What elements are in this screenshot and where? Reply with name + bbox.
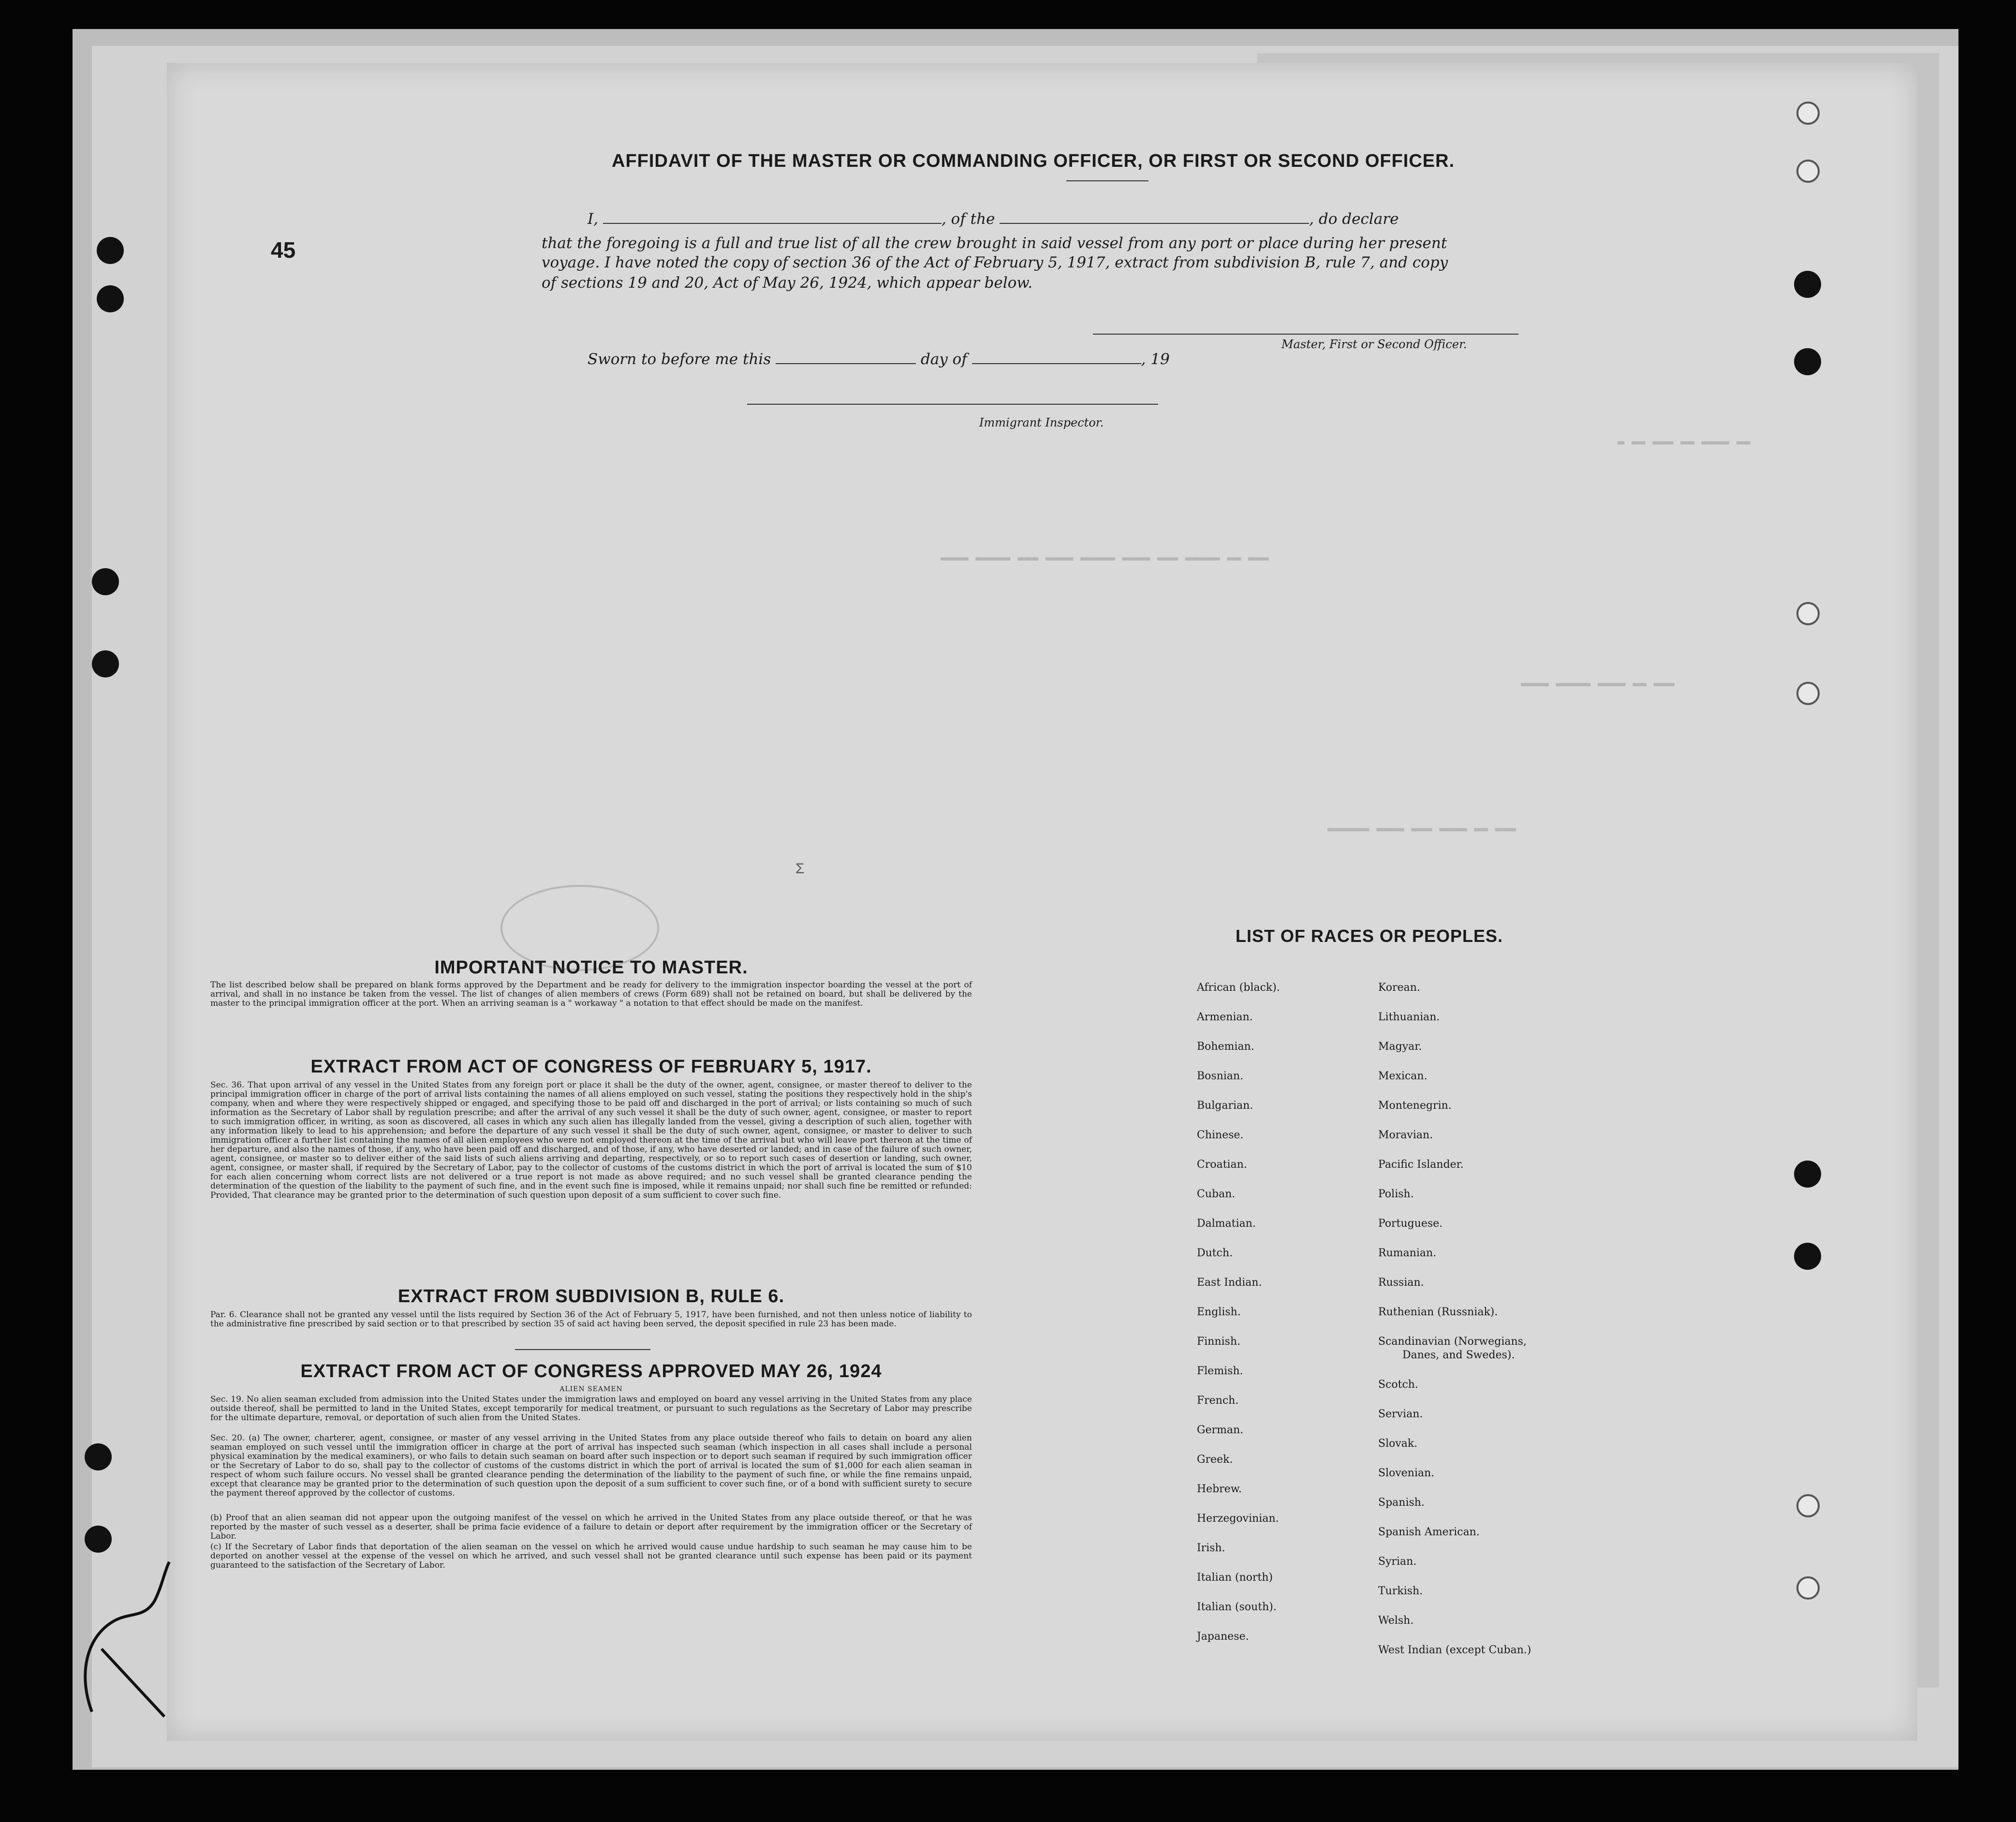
sworn-day-field[interactable]	[776, 351, 916, 364]
race-item: Spanish.	[1378, 1497, 1425, 1509]
race-item: Montenegrin.	[1378, 1100, 1452, 1112]
race-item: Irish.	[1197, 1542, 1225, 1554]
race-item: Magyar.	[1378, 1041, 1422, 1053]
race-item: Flemish.	[1197, 1365, 1243, 1377]
punch-hole	[92, 568, 119, 595]
race-item: German.	[1197, 1424, 1244, 1436]
punch-hole	[1796, 602, 1820, 625]
sworn-month-field[interactable]	[972, 351, 1141, 364]
race-item: Slovak.	[1378, 1438, 1418, 1450]
notice-title: IMPORTANT NOTICE TO MASTER.	[434, 957, 748, 978]
margin-mark: 45	[271, 237, 296, 263]
punch-hole	[97, 285, 124, 312]
race-item: Scotch.	[1378, 1379, 1418, 1391]
race-item: Slovenian.	[1378, 1467, 1435, 1479]
race-item: East Indian.	[1197, 1277, 1262, 1289]
race-item: Hebrew.	[1197, 1483, 1242, 1495]
affidavit-line-3: voyage. I have noted the copy of section 36 of the Act of February 5, 1917, extract from subdivision B, rule 7, and copy	[542, 254, 1448, 271]
extract-1924-sec20a: Sec. 20. (a) The owner, charterer, agent, consignee, or master of any vessel arriving in the United States from any place outside thereof who fails to detain on board any alien seaman employed on such vessel until the immigration officer in charge at the port of arrival has inspected such seaman (which inspection in all cases shall include a personal physical examination by the medical examiners), or who fails to detain such seaman on board after such inspection or to deport such seaman if required by such immigration officer or the Secretary of Labor to do so, shall pay to the collector of customs of the customs district in which the port of arrival is located the sum of $1,000 for each alien seaman in respect of whom such failure occurs. No vessel shall be granted clearance pending the determination of the liability to the payment of such fine, or while the fine remains unpaid, except that clearance may be granted prior to the determination of such question upon the deposit of a sum sufficient to cover such fine, or of a bond with sufficient surety to secure the payment thereof approved by the collector of customs.	[210, 1433, 972, 1498]
year-text: , 19	[1141, 351, 1170, 368]
race-item: Greek.	[1197, 1454, 1233, 1466]
bleed-through-text: ▬ ▬▬ ▬▬▬ ▬▬ ▬▬▬▬ ▬▬	[1618, 435, 1751, 449]
race-item: Rumanian.	[1378, 1247, 1437, 1259]
bleed-through-text: ▬▬▬▬▬▬ ▬▬▬▬ ▬▬▬ ▬▬▬▬ ▬▬ ▬▬▬	[1327, 822, 1516, 836]
race-item: Dutch.	[1197, 1247, 1233, 1259]
race-item: Bohemian.	[1197, 1041, 1254, 1053]
title-rule	[1066, 180, 1148, 181]
affidavit-line-2: that the foregoing is a full and true list of all the crew brought in said vessel from any port or place during her present	[542, 235, 1447, 252]
extract-1924-sec20c: (c) If the Secretary of Labor finds that deportation of the alien seaman on the vessel on which he arrived would cause undue hardship to such seaman he may cause him to be deported on another vessel at the expense of the vessel on which he arrived, and such vessel shall not be granted clearance until such expense has been paid or its payment guaranteed to the satisfaction of the Secretary of Labor.	[210, 1542, 972, 1570]
sworn-line	[588, 351, 1170, 368]
race-item: Croatian.	[1197, 1159, 1247, 1171]
race-item: Bosnian.	[1197, 1070, 1244, 1082]
punch-hole	[1796, 160, 1820, 183]
race-item: Japanese.	[1197, 1631, 1249, 1643]
extract-1924-title: EXTRACT FROM ACT OF CONGRESS APPROVED MAY 26, 1924	[300, 1361, 882, 1381]
subdivision-b-title: EXTRACT FROM SUBDIVISION B, RULE 6.	[397, 1286, 785, 1307]
race-item: Herzegovinian.	[1197, 1513, 1279, 1525]
race-item: Italian (south).	[1197, 1601, 1277, 1613]
race-item: Korean.	[1378, 982, 1420, 994]
affidavit-of-the: , of the	[941, 210, 995, 228]
race-item: Spanish American.	[1378, 1526, 1480, 1538]
race-item: Bulgarian.	[1197, 1100, 1253, 1112]
affidavit-i: I,	[588, 210, 599, 228]
race-item: Moravian.	[1378, 1129, 1433, 1141]
name-field[interactable]	[603, 210, 942, 224]
races-title: LIST OF RACES OR PEOPLES.	[1236, 926, 1503, 946]
punch-hole	[1794, 1161, 1821, 1188]
race-item: West Indian (except Cuban.)	[1378, 1644, 1531, 1656]
punch-hole	[1796, 1494, 1820, 1517]
race-item: Pacific Islander.	[1378, 1159, 1464, 1171]
race-item: Portuguese.	[1378, 1218, 1443, 1230]
race-item: African (black).	[1197, 982, 1280, 994]
extract-1917-text: Sec. 36. That upon arrival of any vessel in the United States from any foreign port or place it shall be the duty of the owner, agent, consignee, or master thereof to deliver to the principal immigration officer in charge of the port of arrival lists containing the names of all aliens employed on such vessel, stating the positions they respectively hold in the ship's company, when and where they were respectively shipped or engaged, and specifying those to be paid off and discharged in the port of arrival; or lists containing so much of such information as the Secretary of Labor shall by regulation prescribe; and after the arrival of any such vessel it shall be the duty of such owner, agent, consignee, or master to report to such immigration officer, in writing, as soon as discovered, all cases in which any such alien has illegally landed from the vessel, giving a description of such alien, together with any information likely to lead to his apprehension; and before the departure of any such vessel it shall be the duty of such owner, agent, consignee, or master to deliver to such immigration officer a further list containing the names of all alien employees who were not employed thereon at the time of the arrival but who will leave port thereon at the time of her departure, and also the names of those, if any, who have been paid off and discharged, and of those, if any, who have deserted or landed; and in case of the failure of such owner, agent, consignee, or master so to deliver either of the said lists of such aliens arriving and departing, respectively, or so to report such cases of desertion or landing, such owner, agent, consignee, or master shall, if required by the Secretary of Labor, pay to the collector of customs of the customs district in which the port of arrival is located the sum of $10 for each alien concerning whom correct lists are not delivered or a true report is not made as above required; and no such vessel shall be granted clearance pending the determination of the question of the liability to the payment of such fine, and in the event such fine is imposed, while it remains unpaid; nor shall such fine be remitted or refunded: Provided, That clearance may be granted prior to the determination of such question upon deposit of a sum sufficient to cover such fine.	[210, 1080, 972, 1200]
day-of-text: day of	[920, 351, 967, 368]
punch-hole	[1796, 102, 1820, 125]
race-item: Mexican.	[1378, 1070, 1427, 1082]
race-item: Ruthenian (Russniak).	[1378, 1306, 1498, 1318]
punch-hole	[85, 1526, 112, 1553]
race-item: Chinese.	[1197, 1129, 1244, 1141]
affidavit-line-1	[588, 210, 1666, 228]
race-item: Lithuanian.	[1378, 1011, 1440, 1023]
sworn-text: Sworn to before me this	[588, 351, 771, 368]
master-signature-line[interactable]	[1093, 334, 1518, 335]
race-item: Italian (north)	[1197, 1572, 1273, 1584]
affidavit-declare: , do declare	[1309, 210, 1399, 228]
subdivision-b-text: Par. 6. Clearance shall not be granted any vessel until the lists required by Section 36 of the Act of February 5, 1917, have been furnished, and not then unless notice of liability to the administrative fine prescribed by said section or to that prescribed by section 35 of said act having been served, the deposit specified in rule 23 has been made.	[210, 1310, 972, 1329]
race-item: Scandinavian (Norwegians,	[1378, 1336, 1527, 1348]
race-item: English.	[1197, 1306, 1241, 1318]
vessel-field[interactable]	[1000, 210, 1309, 224]
punch-hole	[85, 1443, 112, 1470]
document-sheet	[167, 63, 1917, 1741]
race-item: Polish.	[1378, 1188, 1414, 1200]
affidavit-title: AFFIDAVIT OF THE MASTER OR COMMANDING OFFICER, OR FIRST OR SECOND OFFICER.	[612, 151, 1455, 171]
extract-1924-subtitle: ALIEN SEAMEN	[559, 1385, 623, 1393]
inspector-signature-line[interactable]	[747, 404, 1158, 405]
race-item: Cuban.	[1197, 1188, 1236, 1200]
punch-hole	[1794, 271, 1821, 298]
ghost-letter: Σ	[795, 861, 805, 877]
punch-hole	[1796, 682, 1820, 705]
punch-hole	[97, 237, 124, 264]
race-item: Danes, and Swedes).	[1402, 1349, 1515, 1361]
extract-1924-sec20b: (b) Proof that an alien seaman did not appear upon the outgoing manifest of the vessel on which he arrived in the United States from any place outside thereof, or that he was reported by the master of such vessel as a deserter, shall be prima facie evidence of a failure to detain or deport after requirement by the immigration officer or the Secretary of Labor.	[210, 1513, 972, 1541]
bleed-through-text: ▬▬▬▬ ▬▬▬▬▬ ▬▬▬ ▬▬▬▬ ▬▬▬▬▬ ▬▬▬▬ ▬▬▬ ▬▬▬▬▬ ▬▬ ▬▬▬	[941, 551, 1269, 565]
race-item: Armenian.	[1197, 1011, 1253, 1023]
extract-1924-sec19: Sec. 19. No alien seaman excluded from admission into the United States under the immigration laws and employed on board any vessel arriving in the United States from any place outside thereof, shall be permitted to land in the United States, except temporarily for medical treatment, or pursuant to such regulations as the Secretary of Labor may prescribe for the ultimate departure, removal, or deportation of such alien from the United States.	[210, 1395, 972, 1423]
notice-text: The list described below shall be prepared on blank forms approved by the Department and be ready for delivery to the immigration inspector boarding the vessel at the port of arrival, and shall in no instance be taken from the vessel. The list of changes of alien members of crews (Form 689) shall not be retained on board, but shall be delivered by the master to the principal immigration officer at the port. When an arriving seaman is a " workaway " a notation to that effect should be made on the manifest.	[210, 980, 972, 1008]
punch-hole	[1794, 1243, 1821, 1270]
race-item: Dalmatian.	[1197, 1218, 1256, 1230]
race-item: French.	[1197, 1395, 1239, 1407]
inspector-label: Immigrant Inspector.	[979, 416, 1104, 429]
master-label: Master, First or Second Officer.	[1281, 338, 1467, 351]
bleed-through-text: ▬▬▬▬ ▬▬▬▬▬ ▬▬▬▬ ▬▬ ▬▬▬	[1521, 677, 1675, 691]
race-item: Finnish.	[1197, 1336, 1241, 1348]
race-item: Turkish.	[1378, 1585, 1423, 1597]
race-item: Welsh.	[1378, 1615, 1414, 1627]
affidavit-line-4: of sections 19 and 20, Act of May 26, 1924, which appear below.	[542, 274, 1033, 292]
race-item: Servian.	[1378, 1408, 1423, 1420]
extract-1917-title: EXTRACT FROM ACT OF CONGRESS OF FEBRUARY 5, 1917.	[310, 1057, 872, 1077]
race-item: Russian.	[1378, 1277, 1424, 1289]
race-item: Syrian.	[1378, 1556, 1417, 1568]
check-mark	[73, 1552, 179, 1726]
punch-hole	[1796, 1576, 1820, 1600]
punch-hole	[92, 650, 119, 677]
punch-hole	[1794, 348, 1821, 375]
section-rule	[515, 1349, 650, 1350]
